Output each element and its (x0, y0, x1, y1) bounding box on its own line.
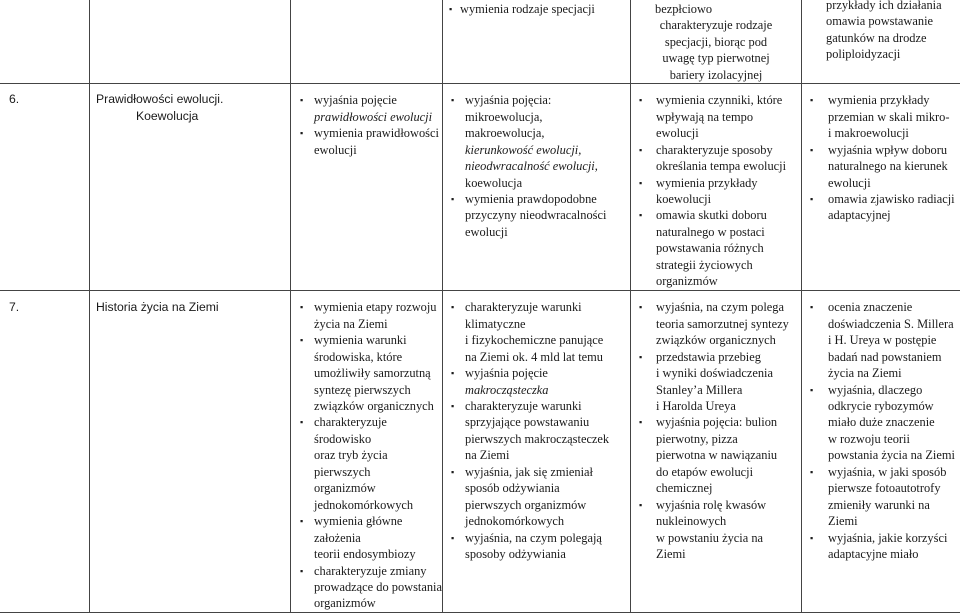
bullet-icon: ▪ (639, 497, 642, 513)
item-text: zmieniły warunki na (828, 497, 960, 513)
item-text: mikroewolucja, (465, 109, 630, 125)
item-text: sposoby odżywiania (465, 546, 630, 562)
item-text: wyjaśnia, w jaki sposób (828, 464, 960, 480)
item-text: wymienia prawdopodobne (465, 191, 630, 207)
list-item (443, 299, 630, 365)
item-text: i Harolda Ureya (656, 398, 801, 414)
bullet-icon: ▪ (639, 207, 642, 223)
text-line: charakteryzuje rodzaje (631, 17, 801, 33)
item-text: adaptacyjnej (828, 207, 960, 223)
item-text: miało duże znaczenie (828, 414, 960, 430)
item-text: badań nad powstaniem (828, 349, 960, 365)
bullet-icon: ▪ (451, 365, 454, 381)
bullet-list (291, 92, 442, 158)
bullet-icon: ▪ (639, 92, 642, 108)
item-text: kierunkowość ewolucji, (465, 142, 630, 158)
text-line: uwagę typ pierwotnej (631, 50, 801, 66)
item-text: charakteryzuje warunki (465, 398, 630, 414)
item-text: sposób odżywiania (465, 480, 630, 496)
text-line: specjacji, biorąc pod (631, 34, 801, 50)
cell-topic (90, 291, 291, 613)
item-text: wymienia warunki (314, 332, 442, 348)
item-text: Ziemi (656, 546, 801, 562)
bullet-icon: ▪ (810, 382, 813, 398)
list-item (802, 299, 960, 381)
item-text: wyjaśnia wpływ doboru (828, 142, 960, 158)
list-item (631, 414, 801, 496)
item-text: związków organicznych (314, 398, 442, 414)
text-line: Historia życia na Ziemi (96, 299, 290, 316)
bullet-list (802, 92, 960, 224)
item-text: umożliwiły samorzutną (314, 365, 442, 381)
item-text: omawia zjawisko radiacji (828, 191, 960, 207)
item-text: i makroewolucji (828, 125, 960, 141)
cell-basic-b (443, 84, 631, 291)
text-line: gatunków na drodze (802, 30, 960, 46)
cell-number (0, 291, 90, 613)
bullet-icon: ▪ (810, 92, 813, 108)
item-text: charakteryzuje warunki (465, 299, 630, 315)
item-text: prawidłowości ewolucji (314, 109, 442, 125)
bullet-icon: ▪ (451, 464, 454, 480)
bullet-icon: ▪ (810, 191, 813, 207)
bullet-icon: ▪ (451, 191, 454, 207)
bullet-icon: ▪ (300, 299, 303, 315)
item-text: nukleinowych (656, 513, 801, 529)
item-text: środowiska, które (314, 349, 442, 365)
item-text: adaptacyjne miało (828, 546, 960, 562)
item-text: wymienia przykłady (656, 175, 801, 191)
table-row-continued (0, 0, 960, 84)
list-item (291, 414, 442, 513)
item-text: prowadzące do powstania (314, 579, 442, 595)
item-text: makroewolucja, (465, 125, 630, 141)
bullet-icon: ▪ (639, 349, 642, 365)
item-text: wymienia czynniki, które (656, 92, 801, 108)
item-text: organizmów (314, 480, 442, 496)
text-line: bezpłciowo (655, 1, 801, 17)
item-text: w rozwoju teorii (828, 431, 960, 447)
item-text: wyjaśnia rolę kwasów (656, 497, 801, 513)
bullet-icon: ▪ (810, 530, 813, 546)
item-text: doświadczenia S. Millera (828, 316, 960, 332)
cell-basic-b (443, 291, 631, 613)
table-row-topic-6 (0, 84, 960, 291)
item-text: chemicznej (656, 480, 801, 496)
item-text: Stanley’a Millera (656, 382, 801, 398)
list-item (443, 191, 630, 240)
item-text: strategii życiowych (656, 257, 801, 273)
item-text: jednokomórkowych (314, 497, 442, 513)
item-text: określania tempa ewolucji (656, 158, 801, 174)
item-text: powstania życia na Ziemi (828, 447, 960, 463)
text-line: Koewolucja (96, 108, 290, 125)
bullet-list (443, 299, 630, 562)
bullet-icon: ▪ (449, 1, 452, 17)
item-text: wyjaśnia, na czym polega (656, 299, 801, 315)
item-text: na Ziemi ok. 4 mld lat temu (465, 349, 630, 365)
list-item (802, 191, 960, 224)
item-text: charakteryzuje zmiany (314, 563, 442, 579)
item-text: w powstaniu życia na (656, 530, 801, 546)
item-text: organizmów (656, 273, 801, 289)
list-item (802, 92, 960, 141)
item-text: naturalnego w postaci (656, 224, 801, 240)
cell-number (0, 0, 90, 84)
bullet-list (443, 0, 630, 17)
bullet-icon: ▪ (300, 332, 303, 348)
list-item (631, 349, 801, 415)
bullet-list (631, 299, 801, 562)
cell-extended-a (631, 0, 802, 84)
item-text: wpływają na tempo (656, 109, 801, 125)
list-item (802, 382, 960, 464)
item-text: do etapów ewolucji (656, 464, 801, 480)
item-text: naturalnego na kierunek (828, 158, 960, 174)
cell-basic-a (291, 84, 443, 291)
item-text: wyjaśnia, na czym polegają (465, 530, 630, 546)
item-text: Ziemi (828, 513, 960, 529)
item-text: wyjaśnia, jak się zmieniał (465, 464, 630, 480)
list-item (802, 464, 960, 530)
text-line: poliploidyzacji (802, 46, 960, 62)
item-text: odkrycie rybozymów (828, 398, 960, 414)
text-line: Prawidłowości ewolucji. (96, 91, 290, 108)
item-text: makrocząsteczka (465, 382, 630, 398)
list-item (291, 92, 442, 125)
cell-topic (90, 84, 291, 291)
bullet-icon: ▪ (451, 299, 454, 315)
item-text: wyjaśnia pojęcia: bulion (656, 414, 801, 430)
item-text: pierwszych makrocząsteczek (465, 431, 630, 447)
list-item (802, 142, 960, 191)
bullet-list (291, 299, 442, 612)
item-text: wymienia etapy rozwoju (314, 299, 442, 315)
item-text: życia na Ziemi (828, 365, 960, 381)
cell-extended-a (631, 84, 802, 291)
bullet-icon: ▪ (451, 530, 454, 546)
item-text: syntezę pierwszych (314, 382, 442, 398)
item-text: wyjaśnia pojęcia: (465, 92, 630, 108)
text-line: przykłady ich działania (802, 0, 960, 13)
list-item (443, 530, 630, 563)
list-item (631, 497, 801, 563)
bullet-icon: ▪ (300, 125, 303, 141)
list-item (443, 365, 630, 398)
item-text: życia na Ziemi (314, 316, 442, 332)
table-row-topic-7 (0, 291, 960, 613)
item-text: koewolucji (656, 191, 801, 207)
item-text: i wyniki doświadczenia (656, 365, 801, 381)
bullet-icon: ▪ (300, 414, 303, 430)
bullet-icon: ▪ (300, 513, 303, 529)
list-item (631, 299, 801, 348)
list-item (443, 92, 630, 191)
list-item (631, 142, 801, 175)
item-text: ewolucji (465, 224, 630, 240)
list-item (291, 513, 442, 562)
cell-basic-b (443, 0, 631, 84)
item-text: i fizykochemiczne panujące (465, 332, 630, 348)
item-text: wymienia rodzaje specjacji (460, 2, 595, 16)
item-text: sprzyjające powstawaniu (465, 414, 630, 430)
list-item (443, 464, 630, 530)
item-text: i H. Ureya w postępie (828, 332, 960, 348)
item-text: przemian w skali mikro- (828, 109, 960, 125)
item-text: charakteryzuje sposoby (656, 142, 801, 158)
cell-extended-b (802, 84, 960, 291)
bullet-icon: ▪ (451, 92, 454, 108)
item-text: organizmów (314, 595, 442, 611)
text-line: omawia powstawanie (802, 13, 960, 29)
bullet-icon: ▪ (451, 398, 454, 414)
item-text: teorii endosymbiozy (314, 546, 442, 562)
item-text: wymienia przykłady (828, 92, 960, 108)
item-text: pierwsze fotoautotrofy (828, 480, 960, 496)
list-item (443, 1, 630, 17)
item-text: ewolucji (828, 175, 960, 191)
list-item (443, 398, 630, 464)
cell-extended-b (802, 0, 960, 84)
cell-basic-a (291, 0, 443, 84)
cell-extended-a (631, 291, 802, 613)
item-text: pierwszych organizmów (465, 497, 630, 513)
list-item (291, 299, 442, 332)
item-text: związków organicznych (656, 332, 801, 348)
item-text: wyjaśnia, jakie korzyści (828, 530, 960, 546)
item-text: powstawania różnych (656, 240, 801, 256)
topic-number: 7. (9, 300, 19, 314)
list-item (802, 530, 960, 563)
item-text: jednokomórkowych (465, 513, 630, 529)
item-text: wyjaśnia pojęcie (465, 365, 630, 381)
item-text: ewolucji (314, 142, 442, 158)
item-text: wymienia prawidłowości (314, 125, 442, 141)
bullet-list (631, 92, 801, 289)
cell-topic (90, 0, 291, 84)
list-item (291, 563, 442, 612)
bullet-icon: ▪ (639, 414, 642, 430)
bullet-icon: ▪ (639, 175, 642, 191)
item-text: ewolucji (656, 125, 801, 141)
bullet-icon: ▪ (300, 563, 303, 579)
item-text: ocenia znaczenie (828, 299, 960, 315)
item-text: pierwotny, pizza (656, 431, 801, 447)
item-text: charakteryzuje środowisko (314, 414, 442, 447)
item-text: koewolucja (465, 175, 630, 191)
item-text: wymienia główne założenia (314, 513, 442, 546)
item-text: teoria samorzutnej syntezy (656, 316, 801, 332)
item-text: pierwotna w nawiązaniu (656, 447, 801, 463)
item-text: klimatyczne (465, 316, 630, 332)
item-text: nieodwracalność ewolucji, (465, 158, 630, 174)
item-text: oraz tryb życia pierwszych (314, 447, 442, 480)
list-item (631, 92, 801, 141)
bullet-list (443, 92, 630, 240)
item-text: wyjaśnia pojęcie (314, 92, 442, 108)
item-text: wyjaśnia, dlaczego (828, 382, 960, 398)
bullet-icon: ▪ (639, 142, 642, 158)
list-item (631, 175, 801, 208)
list-item (291, 125, 442, 158)
bullet-icon: ▪ (810, 464, 813, 480)
bullet-icon: ▪ (300, 92, 303, 108)
list-item (291, 332, 442, 414)
cell-number (0, 84, 90, 291)
bullet-icon: ▪ (810, 142, 813, 158)
item-text: przedstawia przebieg (656, 349, 801, 365)
item-text: na Ziemi (465, 447, 630, 463)
cell-extended-b (802, 291, 960, 613)
cell-basic-a (291, 291, 443, 613)
bullet-list (802, 299, 960, 562)
topic-number: 6. (9, 92, 19, 106)
item-text: przyczyny nieodwracalności (465, 207, 630, 223)
item-text: omawia skutki doboru (656, 207, 801, 223)
list-item (631, 207, 801, 289)
bullet-icon: ▪ (639, 299, 642, 315)
text-line: bariery izolacyjnej (631, 67, 801, 83)
bullet-icon: ▪ (810, 299, 813, 315)
